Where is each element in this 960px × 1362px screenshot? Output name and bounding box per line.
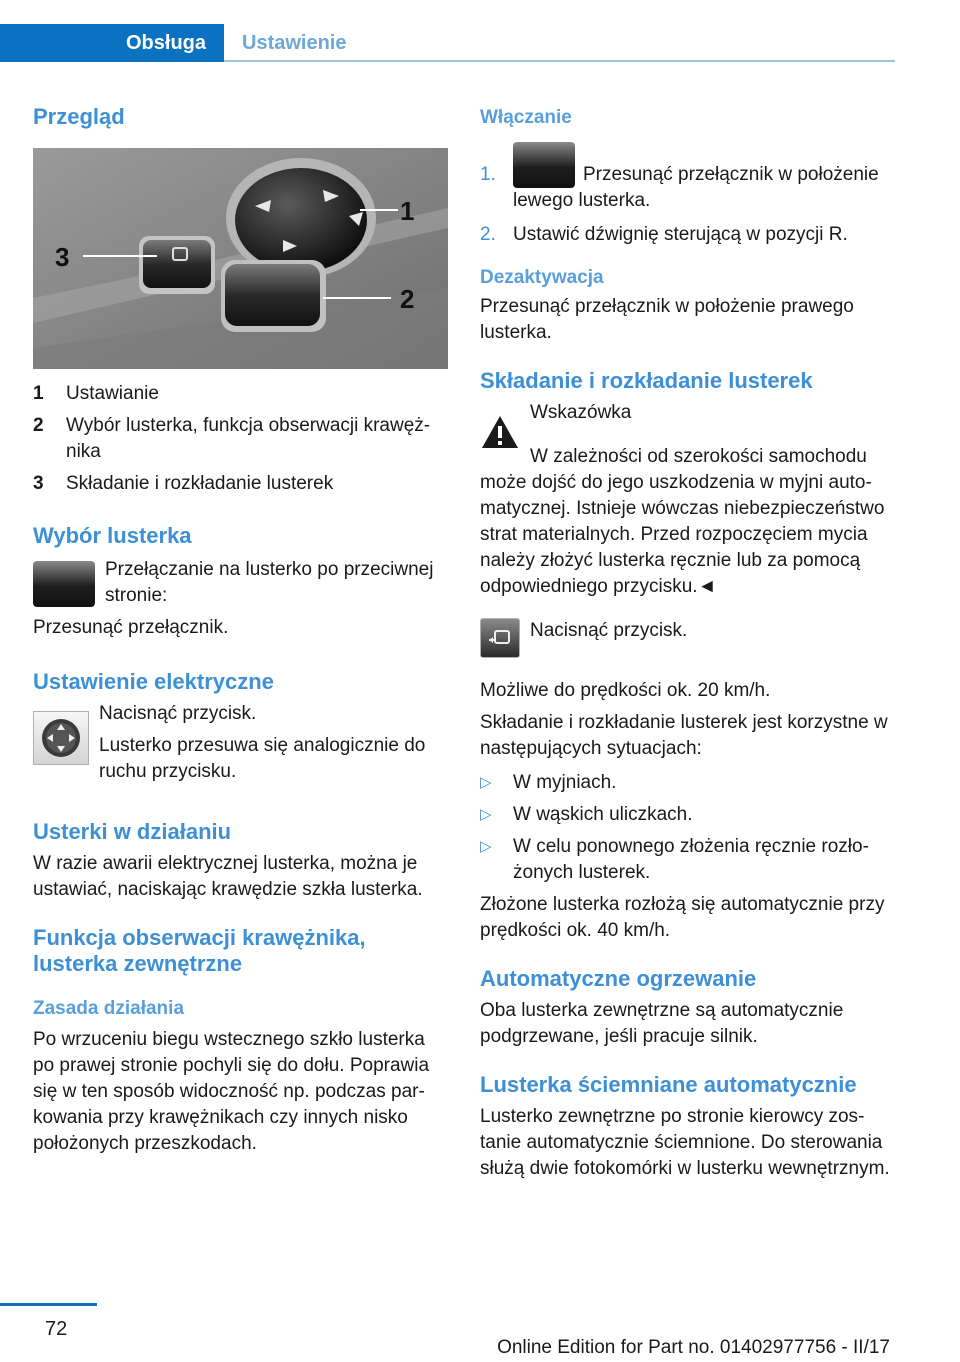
- list-item: [480, 802, 895, 828]
- warning-text: W zależności od szerokości samochodu może dojść do jego uszkodzenia w myjni automatycznej. Istnieje wówczas niebezpieczeństwo strat materialnych. Przed rozpoczęciem mycia należy złożyć lusterka ręcznie lub za pomocą odpowiedniego przycisku.◄: [480, 446, 885, 597]
- figure-label-1: 1: [400, 196, 415, 226]
- joystick-button-icon: [33, 711, 89, 765]
- fold-mirror-icon: [487, 628, 513, 648]
- figure-label-3: 3: [55, 242, 70, 272]
- legend-number: 2: [33, 415, 44, 436]
- tab-obsluga[interactable]: Obsługa: [0, 24, 224, 62]
- deactivation-text: Przesunąć przełącznik w położenie prawego lusterka.: [480, 296, 854, 343]
- step-text: Ustawić dźwignię sterującą w pozycji R.: [513, 224, 848, 245]
- heating-text: Oba lusterka zewnętrzne są automatycznie podgrzewane, jeśli pracuje silnik.: [480, 1000, 844, 1047]
- edition-info: Online Edition for Part no. 01402977756 - II/17: [497, 1337, 890, 1358]
- bullet-icon: ▷: [480, 774, 492, 791]
- activation-steps: [480, 142, 895, 248]
- fold-button-icon: [480, 618, 520, 658]
- electric-row: [33, 701, 448, 785]
- principle-text: Po wrzuceniu biegu wstecznego szkło lusterka po prawej stronie pochyli się do dołu. Poprawia się w ten sposób widoczność np. podczas parkowania przy krawężnikach czy innych nisko położonych przeszkodach.: [33, 1029, 430, 1154]
- list-item: [480, 770, 895, 796]
- situations-list: [480, 770, 895, 886]
- list-item-text: W wąskich uliczkach.: [513, 804, 693, 825]
- mirror-controls-illustration: [33, 148, 448, 369]
- legend-text: Ustawianie: [66, 383, 159, 404]
- dimming-text: Lusterko zewnętrzne po stronie kierowcy zostanie automatycznie ściemnione. Do sterowania służą dwie fotokomórki w lusterku wewnętrznym.: [480, 1106, 890, 1179]
- mirror-switch-icon: [513, 142, 575, 188]
- list-item: [480, 834, 895, 886]
- legend-text: Wybór lusterka, funkcja obserwacji krawężnika: [66, 415, 431, 462]
- figure-label-2: 2: [400, 284, 415, 314]
- joystick-icon: [39, 716, 83, 760]
- bullet-icon: ▷: [480, 806, 492, 823]
- tab-underline: [224, 60, 895, 62]
- deactivation-title: Dezaktywacja: [480, 267, 604, 288]
- step-text: Przesunąć przełącznik w położenie lewego lusterka.: [513, 164, 879, 211]
- folding-title: Składanie i rozkładanie lusterek: [480, 368, 813, 393]
- electric-text-1: Nacisnąć przycisk.: [99, 703, 257, 724]
- dimming-title: Lusterka ściemniane automatycznie: [480, 1072, 857, 1097]
- legend-item: [33, 413, 448, 465]
- list-item-text: W myjniach.: [513, 772, 617, 793]
- electric-text-2: Lusterko przesuwa się analogicznie do ruchu przycisku.: [99, 735, 426, 782]
- figure-legend: [33, 381, 448, 497]
- activation-step: [480, 142, 895, 214]
- speed-text: Możliwe do prędkości ok. 20 km/h.: [480, 680, 771, 701]
- mirror-select-text: Przesunąć przełącznik.: [33, 617, 229, 638]
- heating-title: Automatyczne ogrzewanie: [480, 966, 757, 991]
- malfunction-title: Usterki w działaniu: [33, 819, 232, 844]
- overview-title: Przegląd: [33, 104, 125, 129]
- legend-number: 1: [33, 383, 44, 404]
- principle-title: Zasada działania: [33, 998, 185, 1019]
- electric-title: Ustawienie elektryczne: [33, 669, 274, 694]
- footer-accent-line: [0, 1303, 97, 1306]
- fold-button-row: [480, 618, 895, 658]
- activation-title: Włączanie: [480, 107, 572, 128]
- warning-icon: [480, 414, 520, 450]
- right-column: [480, 100, 895, 1182]
- header-tabs: [0, 24, 895, 62]
- mirror-select-title: Wybór lusterka: [33, 523, 192, 548]
- mirror-select-row: [33, 557, 448, 609]
- mirror-switch-icon: [33, 561, 95, 607]
- fold-button-text: Nacisnąć przycisk.: [530, 620, 688, 641]
- bullet-icon: ▷: [480, 838, 492, 855]
- mirror-select-icon-text: Przełączanie na lusterko po przeciwnej stronie:: [105, 559, 434, 606]
- mirror-controls-figure: [33, 148, 448, 369]
- warning-row: [480, 400, 895, 450]
- legend-item: [33, 381, 448, 407]
- activation-step: [480, 222, 895, 248]
- tab-ustawienie[interactable]: Ustawienie: [242, 31, 347, 54]
- warning-label: Wskazówka: [530, 402, 632, 423]
- page-number: 72: [45, 1318, 68, 1340]
- legend-number: 3: [33, 473, 44, 494]
- step-number: 2.: [480, 224, 496, 245]
- left-column: [33, 100, 448, 1157]
- curb-title: Funkcja obserwacji krawężnika, lusterka zewnętrzne: [33, 925, 366, 976]
- unfold-text: Złożone lusterka rozłożą się automatycznie przy prędkości ok. 40 km/h.: [480, 894, 885, 941]
- step-number: 1.: [480, 164, 496, 185]
- useful-text: Składanie i rozkładanie lusterek jest korzystne w następujących sytuacjach:: [480, 712, 888, 759]
- list-item-text: W celu ponownego złożenia ręcznie rozłożonych lusterek.: [513, 836, 869, 883]
- malfunction-text: W razie awarii elektrycznej lusterka, można je ustawiać, naciskając krawędzie szkła lusterka.: [33, 853, 423, 900]
- legend-text: Składanie i rozkładanie lusterek: [66, 473, 334, 494]
- legend-item: [33, 471, 448, 497]
